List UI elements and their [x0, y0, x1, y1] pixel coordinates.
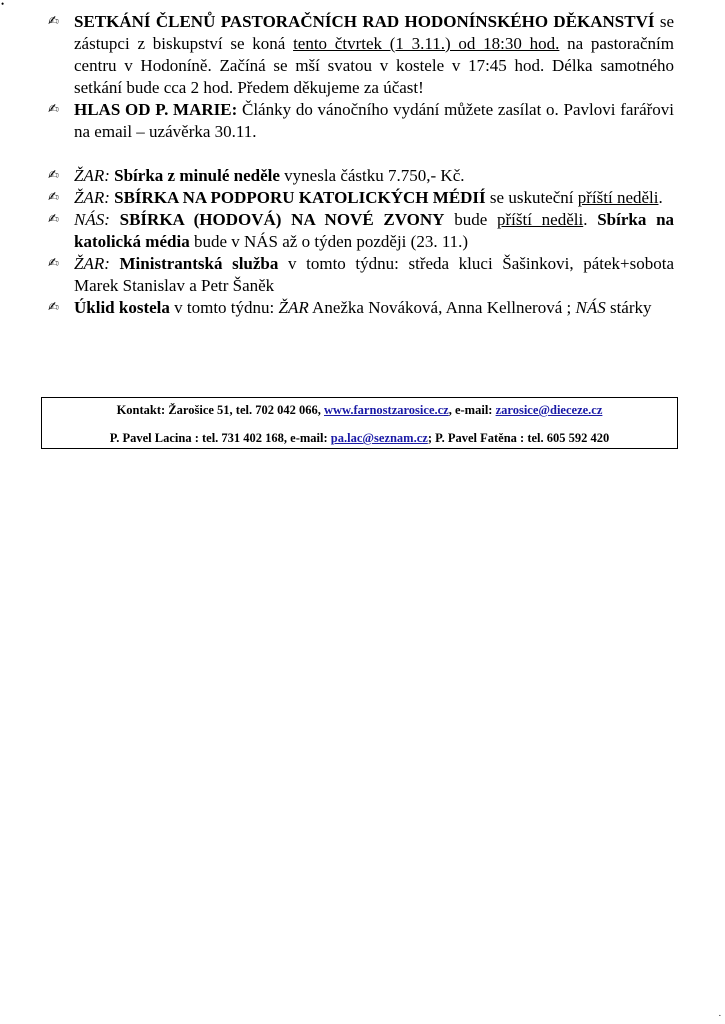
announcement-item [48, 99, 674, 143]
corner-mark-top-left: • [1, 0, 5, 9]
contact-text: ; P. Pavel Fatěna : tel. 605 592 420 [427, 431, 610, 445]
announcement-heading: Sbírka z minulé neděle [114, 166, 280, 185]
announcement-date: příští neděli [577, 188, 659, 207]
writing-hand-icon: ✍ [48, 190, 59, 205]
parish-tag: ŽAR: [74, 254, 110, 273]
announcement-text: bude [444, 210, 497, 229]
contact-text: e-mail: [454, 403, 493, 417]
website-link[interactable]: www.farnostzarosice.cz [323, 403, 449, 417]
parish-tag: ŽAR: [74, 166, 110, 185]
contact-text: P. Pavel Lacina : tel. 731 402 168, e-mail: [109, 431, 328, 445]
announcement-item [48, 165, 674, 187]
writing-hand-icon: ✍ [48, 14, 59, 29]
announcement-heading: SETKÁNÍ ČLENŮ PASTORAČNÍCH RAD HODONÍNSKÉHO DĚKANSTVÍ [74, 12, 655, 31]
announcement-text: na pastoračním centru v Hodoníně. Začíná se mší svatou v kostele v 17:45 hod. Délka samotného setkání bude cca 2 hod. Předem děkujeme za účast! [74, 34, 674, 97]
announcement-text: stárky [605, 298, 652, 317]
announcement-item [48, 253, 674, 297]
parish-tag: NÁS: [74, 210, 110, 229]
announcement-text: Články do vánočního vydání můžete zasílat o. Pavlovi farářovi na email – uzávěrka 30.11. [74, 100, 674, 141]
parish-email-link[interactable]: zarosice@dieceze.cz [495, 403, 603, 417]
parish-tag: ŽAR: [74, 188, 110, 207]
announcement-text: Anežka Nováková, Anna Kellnerová ; [308, 298, 576, 317]
announcements-list [48, 11, 674, 319]
announcement-text: . [658, 188, 663, 207]
announcement-heading: Sbírka na katolická média [74, 210, 675, 251]
writing-hand-icon: ✍ [48, 168, 59, 183]
announcement-heading: HLAS OD P. MARIE: [74, 100, 238, 119]
announcement-text: vynesla částku 7.750,- Kč. [279, 166, 465, 185]
announcement-date: příští neděli [496, 210, 584, 229]
writing-hand-icon: ✍ [48, 256, 59, 271]
announcement-heading: SBÍRKA (HODOVÁ) NA NOVÉ ZVONY [119, 210, 445, 229]
announcement-item [48, 187, 674, 209]
announcement-text: bude v NÁS až o týden později (23. 11.) [189, 232, 469, 251]
announcement-text: v tomto týdnu: [169, 298, 279, 317]
contact-box [41, 397, 678, 449]
announcement-item [48, 11, 674, 99]
writing-hand-icon: ✍ [48, 300, 59, 315]
announcement-item [48, 297, 674, 319]
priest-email-link[interactable]: pa.lac@seznam.cz [330, 431, 428, 445]
announcement-heading: Ministrantská služba [119, 254, 279, 273]
announcement-heading: SBÍRKA NA PODPORU KATOLICKÝCH MÉDIÍ [114, 188, 486, 207]
announcement-text: v tomto týdnu: středa kluci Šašinkovi, pátek+sobota Marek Stanislav a Petr Šaněk [74, 254, 675, 295]
contact-text: Kontakt: Žarošice 51, tel. 702 042 066, [116, 403, 321, 417]
contact-line-parish: Kontakt: Žarošice 51, tel. 702 042 066, www.farnostzarosice.cz, e-mail: zarosice@dieceze.cz [116, 403, 603, 417]
announcement-item [48, 209, 674, 253]
writing-hand-icon: ✍ [48, 102, 59, 117]
corner-mark-bottom-right: . [718, 1008, 721, 1018]
announcement-text: . [583, 210, 598, 229]
parish-tag: NÁS [575, 298, 606, 317]
announcement-text: se zástupci z biskupství se koná [74, 12, 674, 53]
parish-tag: ŽAR [278, 298, 309, 317]
announcement-heading: Úklid kostela [74, 298, 170, 317]
announcement-text: se uskuteční [485, 188, 578, 207]
contact-line-priests [42, 431, 677, 446]
writing-hand-icon: ✍ [48, 212, 59, 227]
announcement-date: tento čtvrtek (1 3.11.) od 18:30 hod. [293, 34, 560, 53]
